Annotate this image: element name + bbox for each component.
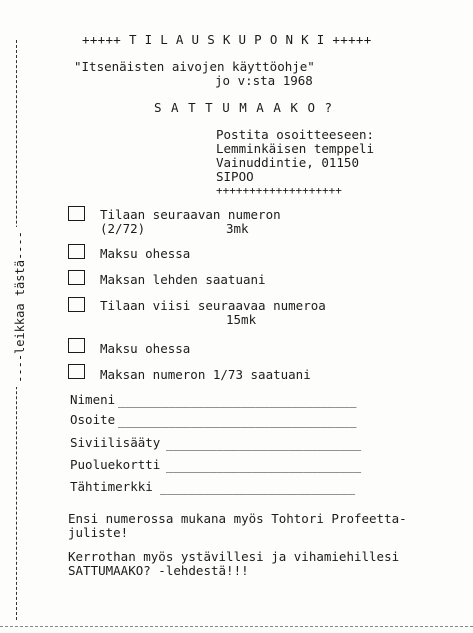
option-label: Tilaan viisi seuraavaa numeroa: [100, 298, 326, 313]
option-price: 3mk: [226, 221, 249, 236]
checkbox-pay-on-receipt[interactable]: [68, 270, 85, 285]
party-card-field[interactable]: ___________________________: [166, 459, 362, 473]
option-label: Maksan numeron 1/73 saatuani: [100, 367, 311, 382]
star-sign-field[interactable]: ___________________________: [160, 481, 356, 495]
name-field[interactable]: _________________________________: [118, 394, 357, 408]
magazine-name: S A T T U M A A K O ?: [154, 100, 334, 115]
address-label: Osoite: [70, 412, 116, 427]
checkbox-payment-enclosed[interactable]: [68, 244, 85, 259]
address-line: Lemminkäisen temppeli: [216, 141, 375, 156]
checkbox-payment-enclosed-5[interactable]: [68, 338, 85, 353]
checkbox-order-next-issue[interactable]: [68, 206, 85, 221]
option-label: Maksu ohessa: [100, 246, 191, 261]
option-label: Maksan lehden saatuani: [100, 272, 266, 287]
coupon-title: +++++ T I L A U S K U P O N K I +++++: [82, 32, 372, 47]
marital-status-field[interactable]: ___________________________: [166, 437, 362, 451]
option-price: 15mk: [226, 312, 257, 327]
checkbox-order-five-issues[interactable]: [68, 297, 85, 312]
checkbox-pay-after-issue[interactable]: [68, 364, 85, 379]
poster-note: juliste!: [68, 525, 129, 540]
share-note: SATTUMAAKO? -lehdestä!!!: [68, 563, 249, 578]
marital-status-label: Siviilisääty: [70, 435, 161, 450]
name-label: Nimeni: [70, 392, 116, 407]
address-field[interactable]: _________________________________: [118, 414, 357, 428]
address-heading: Postita osoitteeseen:: [216, 127, 375, 142]
address-divider: +++++++++++++++++++: [216, 184, 342, 197]
cut-here-label: ----leikkaa tästä----: [13, 227, 27, 387]
page-bottom-edge: [0, 626, 473, 627]
address-line: Vainuddintie, 01150: [216, 155, 359, 170]
poster-note: Ensi numerossa mukana myös Tohtori Profeetta-: [68, 511, 407, 526]
tagline: "Itsenäisten aivojen käyttöohje": [74, 59, 315, 74]
address-line: SIPOO: [216, 169, 254, 184]
option-detail: (2/72): [100, 221, 146, 236]
party-card-label: Puoluekortti: [70, 457, 161, 472]
since-year: jo v:sta 1968: [215, 73, 313, 88]
option-label: Maksu ohessa: [100, 341, 191, 356]
star-sign-label: Tähtimerkki: [70, 479, 153, 494]
share-note: Kerrothan myös ystävillesi ja vihamiehillesi: [68, 549, 400, 564]
option-label: Tilaan seuraavan numeron: [100, 207, 281, 222]
